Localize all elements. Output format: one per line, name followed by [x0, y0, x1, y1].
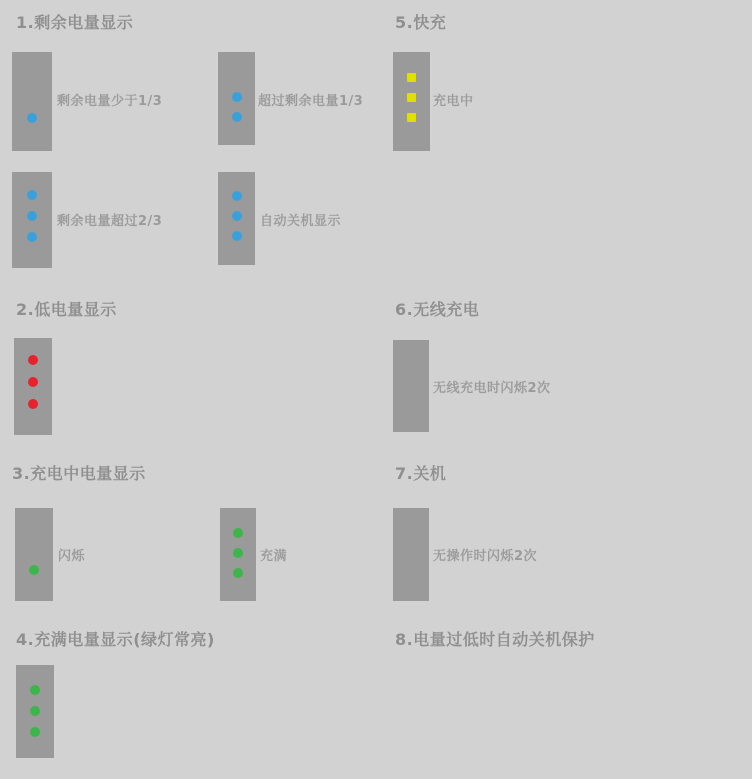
led-blue-dot: [27, 211, 37, 221]
led-green-dot: [29, 565, 39, 575]
panel-label: 剩余电量少于1/3: [57, 94, 163, 109]
led-green-dot: [30, 706, 40, 716]
panel-label: 超过剩余电量1/3: [258, 94, 364, 109]
led-dot-column: [16, 665, 54, 737]
led-blue-dot: [232, 211, 242, 221]
led-blue-dot: [27, 190, 37, 200]
panel-label: 充电中: [433, 94, 474, 109]
battery-level-panel-1of3: [12, 52, 52, 151]
led-green-dot: [233, 568, 243, 578]
fully-charged-panel: [16, 665, 54, 758]
led-yellow-dot: [407, 93, 416, 102]
led-blue-dot: [232, 112, 242, 122]
panel-label: 剩余电量超过2/3: [57, 214, 163, 229]
section1-heading: 1.剩余电量显示: [16, 13, 134, 32]
section8-heading: 8.电量过低时自动关机保护: [395, 630, 595, 649]
led-green-dot: [30, 727, 40, 737]
led-red-dot: [28, 399, 38, 409]
led-red-dot: [28, 355, 38, 365]
section7-heading: 7.关机: [395, 464, 447, 483]
led-dot-column: [14, 338, 52, 409]
led-green-dot: [30, 685, 40, 695]
led-dot-column: [218, 172, 255, 241]
led-dot-column: [15, 508, 53, 575]
led-dot-column: [12, 172, 52, 242]
led-dot-column: [393, 52, 430, 122]
charging-panel: [15, 508, 53, 601]
led-blue-dot: [232, 92, 242, 102]
led-blue-dot: [232, 231, 242, 241]
panel-label: 充满: [260, 549, 288, 564]
led-red-dot: [28, 377, 38, 387]
section2-heading: 2.低电量显示: [16, 300, 117, 319]
section3-heading: 3.充电中电量显示: [12, 464, 146, 483]
low-battery-panel: [14, 338, 52, 435]
panel-label: 闪烁: [58, 549, 86, 564]
section5-heading: 5.快充: [395, 13, 447, 32]
battery-level-panel-2of3: [218, 52, 255, 145]
led-yellow-dot: [407, 73, 416, 82]
battery-level-panel-3of3: [12, 172, 52, 268]
led-dot-column: [12, 52, 52, 123]
led-blue-dot: [27, 113, 37, 123]
section6-heading: 6.无线充电: [395, 300, 480, 319]
wireless-charge-panel: [393, 340, 429, 432]
led-yellow-dot: [407, 113, 416, 122]
led-dot-column: [218, 52, 255, 122]
power-off-panel: [393, 508, 429, 601]
fast-charge-panel: [393, 52, 430, 151]
charge-full-panel: [220, 508, 256, 601]
led-blue-dot: [232, 191, 242, 201]
panel-label: 无线充电时闪烁2次: [433, 381, 551, 396]
section4-heading: 4.充满电量显示(绿灯常亮): [16, 630, 215, 649]
led-green-dot: [233, 528, 243, 538]
led-blue-dot: [27, 232, 37, 242]
panel-label: 无操作时闪烁2次: [433, 549, 538, 564]
panel-label: 自动关机显示: [260, 214, 342, 229]
led-green-dot: [233, 548, 243, 558]
led-dot-column: [220, 508, 256, 578]
auto-off-panel: [218, 172, 255, 265]
